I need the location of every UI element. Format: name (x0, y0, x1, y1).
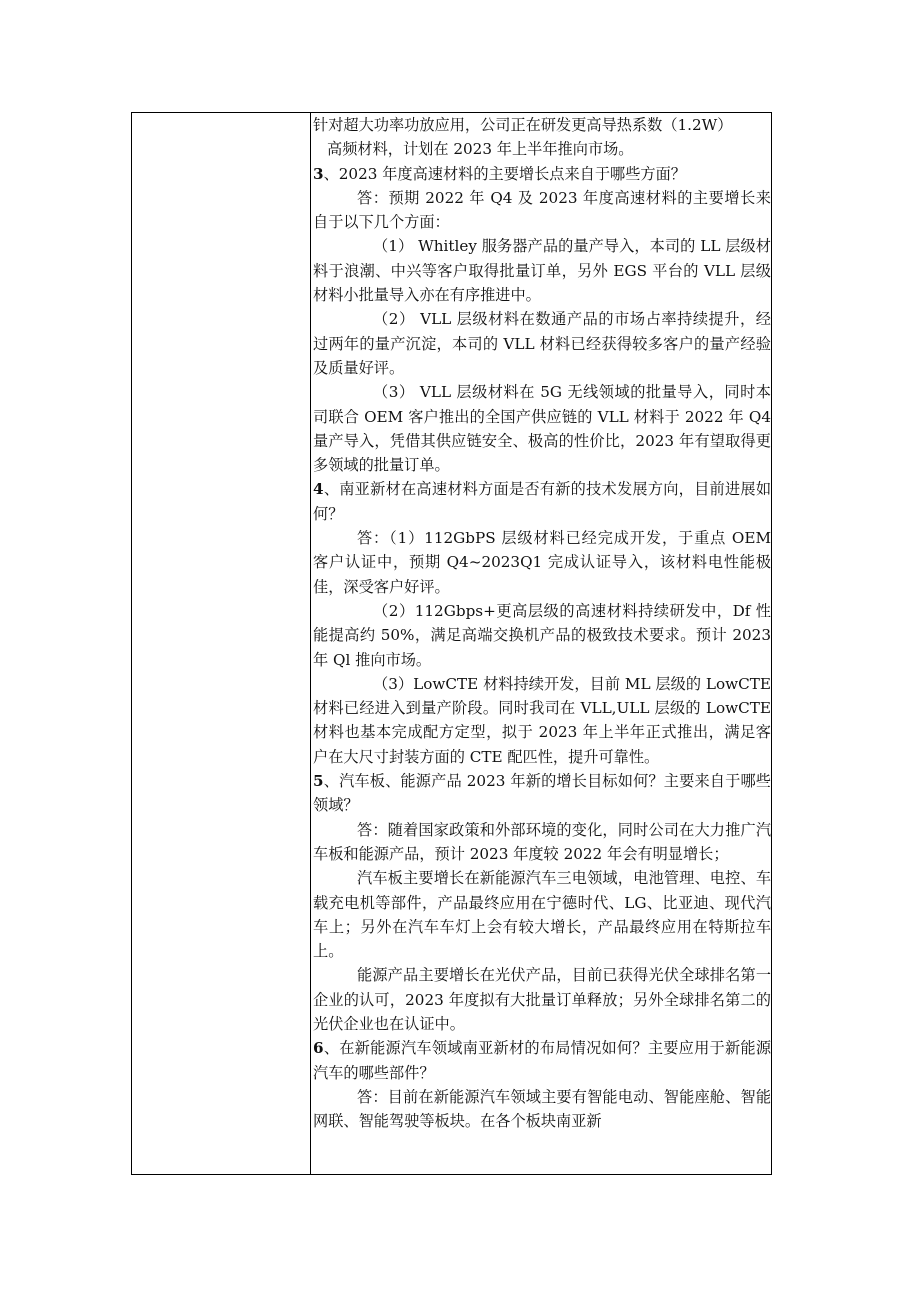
question-heading (313, 769, 771, 818)
question-heading (313, 162, 771, 186)
question-text: 、在新能源汽车领域南亚新材的布局情况如何？主要应用于新能源汽车的哪些部件？ (313, 1039, 771, 1082)
paragraph: （2）112Gbps+更高层级的高速材料持续研发中，Df 性能提高约 50%，满足高端交换机产品的极致技术要求。预计 2023 年 Ql 推向市场。 (313, 601, 771, 669)
question-text: 、南亚新材在高速材料方面是否有新的技术发展方向，目前进展如何？ (313, 480, 771, 523)
paragraph: （3） VLL 层级材料在 5G 无线领域的批量导入，同时本司联合 OEM 客户推出的全国产供应链的 VLL 材料于 2022 年 Q4 量产导入，凭借其供应链安全、极高的性价比，2023 年有望取得更多领域的批量订单。 (313, 383, 771, 475)
question-number: 3 (313, 164, 324, 183)
paragraph: （1） Whitley 服务器产品的量产导入，本司的 LL 层级材料于浪潮、中兴等客户取得批量订单，另外 EGS 平台的 VLL 层级材料小批量导入亦在有序推进中。 (313, 237, 771, 305)
document-table (131, 112, 772, 1175)
question-number: 5 (313, 772, 324, 791)
column-divider (310, 113, 311, 1174)
question-heading (313, 477, 771, 526)
question-text: 、2023 年度高速材料的主要增长点来自于哪些方面？ (323, 164, 686, 183)
paragraph: 答：目前在新能源汽车领域主要有智能电动、智能座舱、智能网联、智能驾驶等板块。在各个板块南亚新 (313, 1087, 771, 1131)
question-heading (313, 1036, 771, 1085)
paragraph: 答：（1）112GbPS 层级材料已经完成开发，于重点 OEM 客户认证中，预期 Q4~2023Q1 完成认证导入，该材料电性能极佳，深受客户好评。 (313, 529, 771, 596)
paragraph: 答：随着国家政策和外部环境的变化，同时公司在大力推广汽车板和能源产品，预计 2023 年度较 2022 年会有明显增长； (313, 820, 771, 863)
paragraph: （3）LowCTE 材料持续开发，目前 ML 层级的 LowCTE 材料已经进入到量产阶段。同时我司在 VLL,ULL 层级的 LowCTE 材料也基本完成配方定型，拟于 2023 年上半年正式推出，满足客户在大尺寸封装方面的 CTE 配匹性，提升可靠性。 (313, 674, 771, 766)
paragraph: （2） VLL 层级材料在数通产品的市场占率持续提升，经过两年的量产沉淀，本司的 VLL 材料已经获得较多客户的量产经验及质量好评。 (313, 310, 771, 377)
paragraph: 高频材料，计划在 2023 年上半年推向市场。 (327, 140, 634, 159)
table-content-cell (313, 113, 771, 1133)
question-number: 6 (313, 1039, 324, 1058)
paragraph: 汽车板主要增长在新能源汽车三电领域，电池管理、电控、车载充电机等部件，产品最终应用在宁德时代、LG、比亚迪、现代汽车上；另外在汽车车灯上会有较大增长，产品最终应用在特斯拉车上。 (313, 869, 771, 961)
paragraph: 能源产品主要增长在光伏产品，目前已获得光伏全球排名第一企业的认可，2023 年度拟有大批量订单释放；另外全球排名第二的光伏企业也在认证中。 (313, 966, 771, 1033)
question-number: 4 (313, 480, 324, 499)
paragraph: 针对超大功率功放应用，公司正在研发更高导热系数（1.2W） (313, 116, 733, 134)
table-left-cell (132, 113, 310, 1174)
paragraph: 答：预期 2022 年 Q4 及 2023 年度高速材料的主要增长来自于以下几个方面： (313, 188, 771, 232)
question-text: 、汽车板、能源产品 2023 年新的增长目标如何？主要来自于哪些领域？ (313, 772, 771, 815)
